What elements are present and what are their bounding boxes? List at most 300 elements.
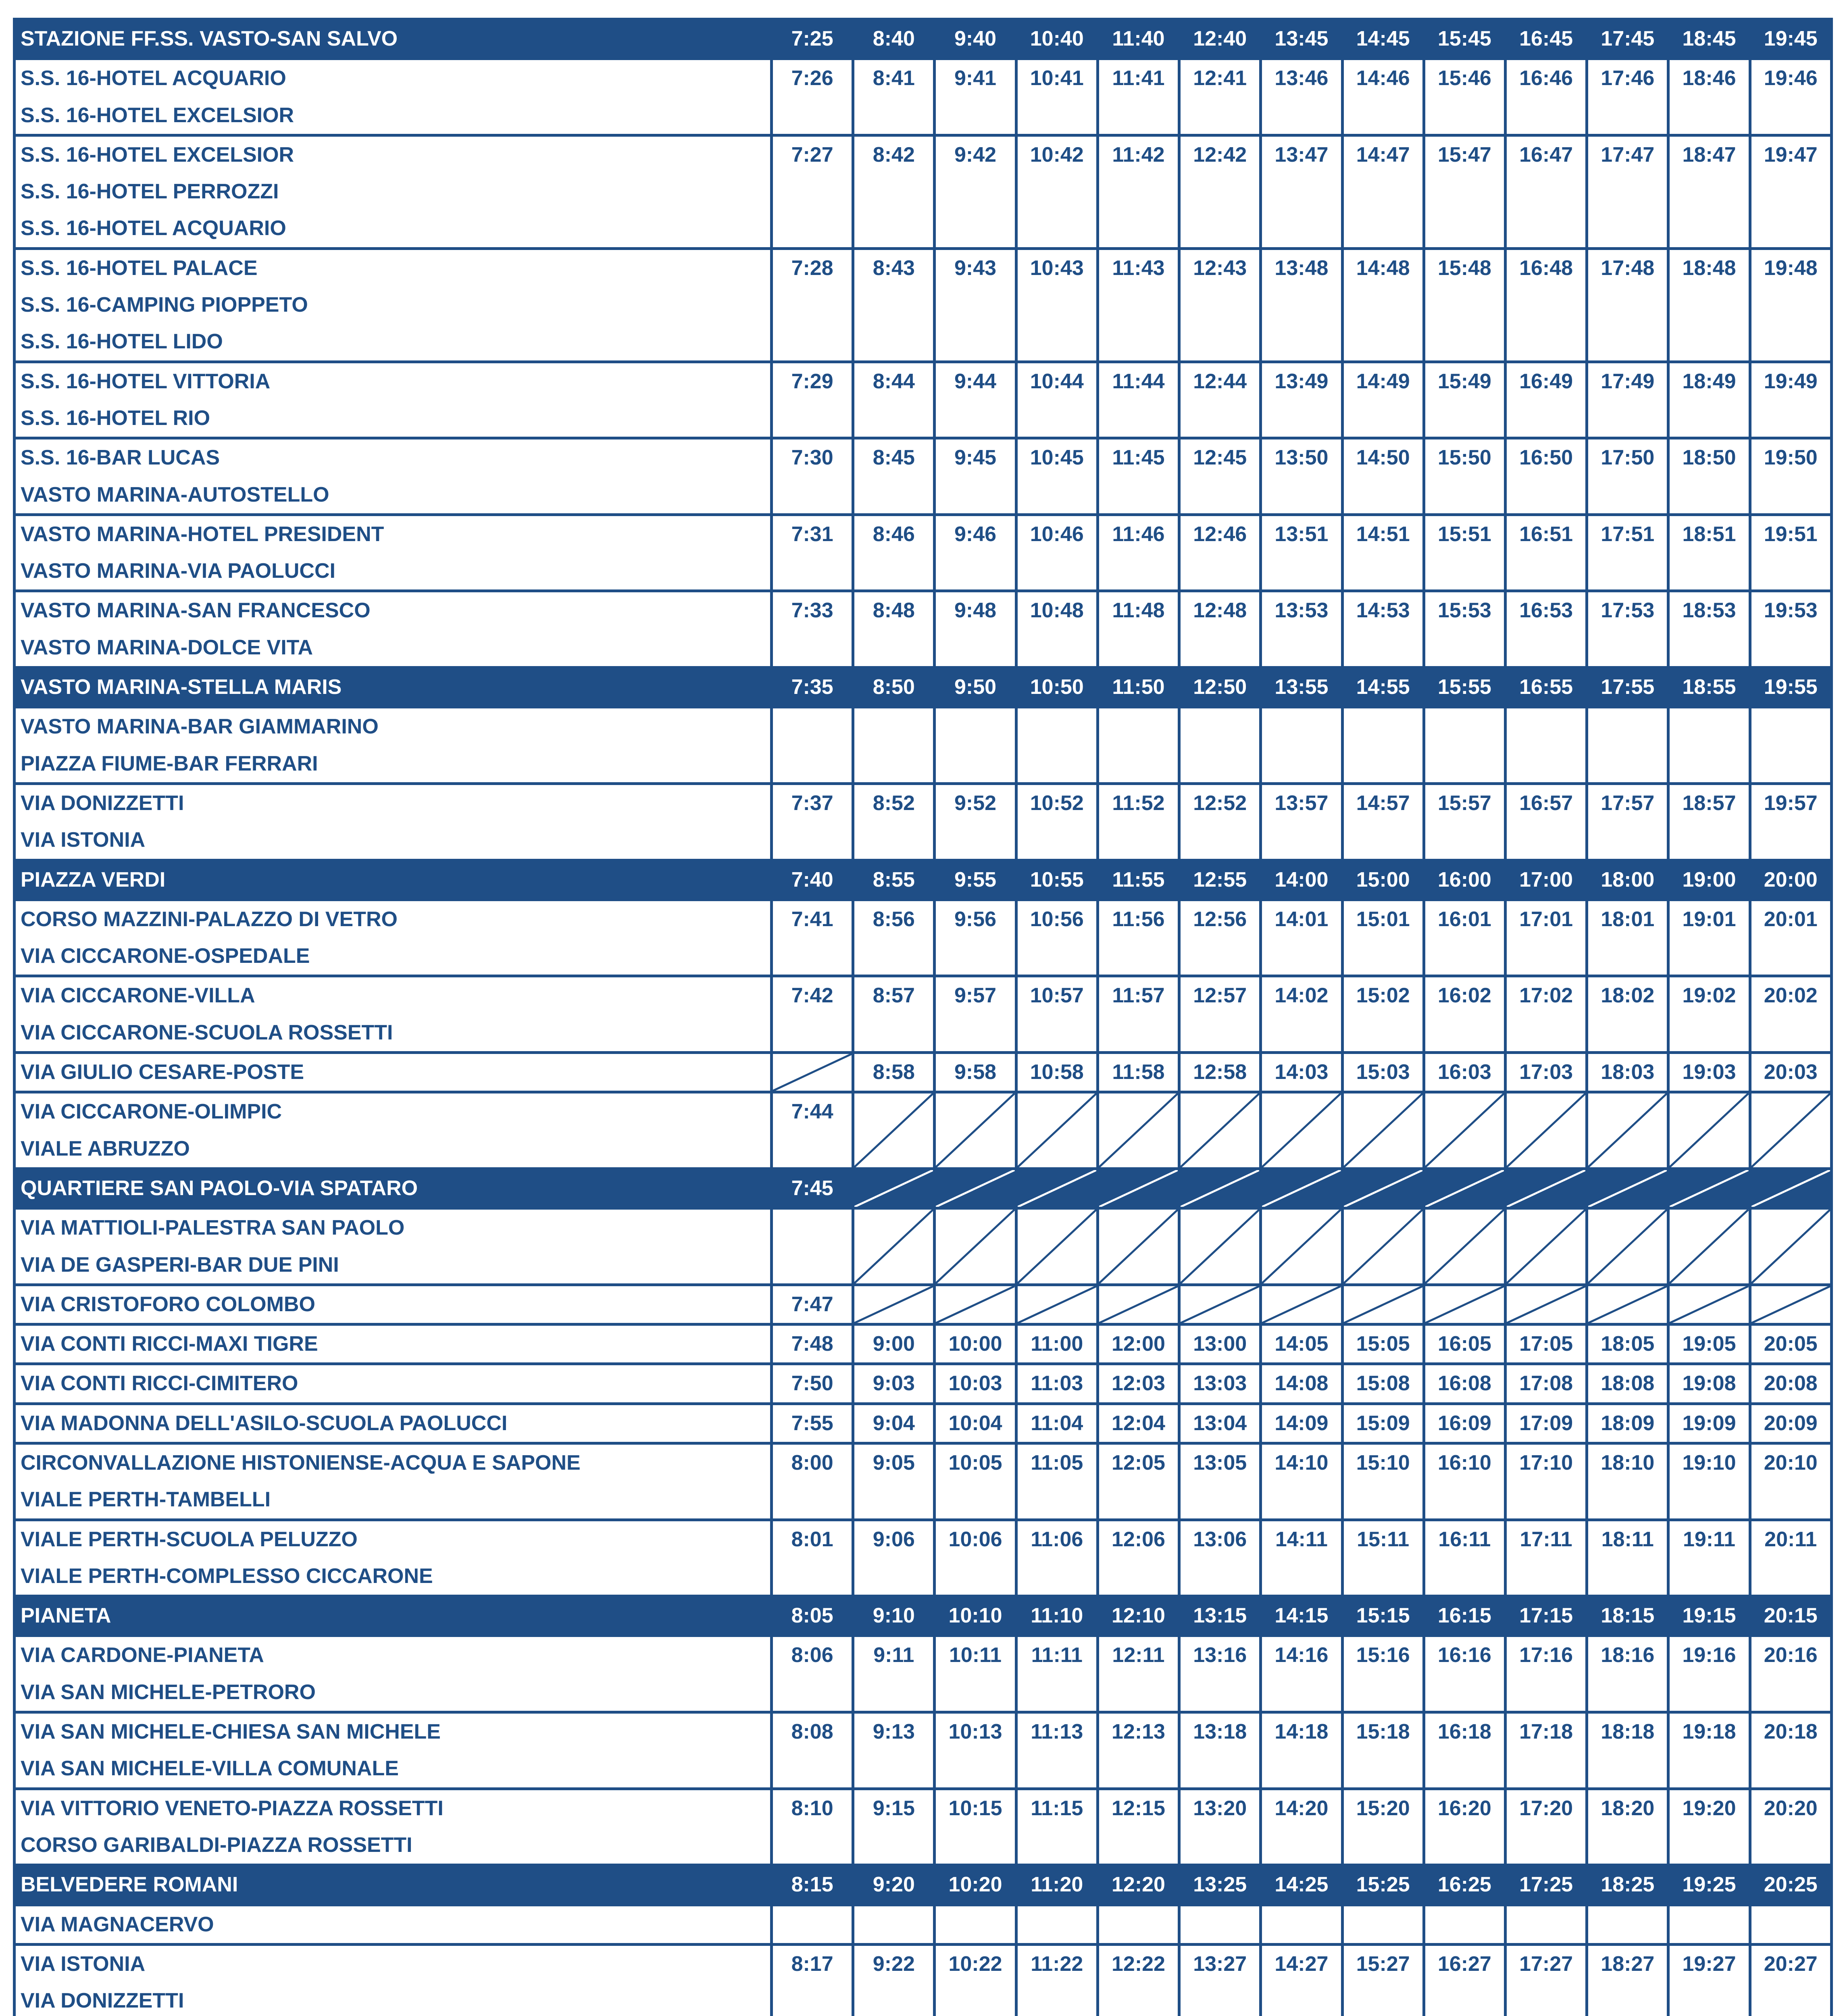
diagonal-slash-icon: [1751, 1093, 1830, 1167]
departure-time-cell: [1424, 1905, 1505, 1944]
stop-name: VIA CICCARONE-SCUOLA ROSSETTI: [21, 1020, 393, 1044]
diagonal-slash-icon: [1751, 1210, 1830, 1283]
no-service-cell: [1587, 1285, 1668, 1324]
departure-time: 8:00: [791, 1451, 833, 1475]
no-service-cell: [1505, 1208, 1587, 1285]
departure-time: 13:27: [1193, 1952, 1247, 1976]
departure-time-cell: [1097, 135, 1179, 248]
departure-time: 18:09: [1601, 1411, 1655, 1435]
departure-time: 9:48: [954, 599, 997, 623]
stop-name: VIA VITTORIO VENETO-PIAZZA ROSSETTI: [21, 1796, 444, 1820]
departure-time-cell: [935, 362, 1016, 438]
timetable-row-main-stop: [15, 1168, 1832, 1208]
departure-time: [936, 708, 1014, 745]
departure-time: 10:48: [1030, 599, 1084, 623]
departure-time-cell: [1424, 1596, 1505, 1636]
departure-time: 20:10: [1764, 1451, 1818, 1475]
departure-time-cell: [1261, 1325, 1342, 1364]
departure-time: 10:42: [1030, 143, 1084, 167]
diagonal-slash-icon: [936, 1210, 1014, 1283]
no-service-cell: [853, 1285, 935, 1324]
departure-time: 9:10: [873, 1604, 915, 1628]
departure-time: 12:04: [1111, 1411, 1165, 1435]
departure-time-cell: [853, 1443, 935, 1520]
departure-time: 10:43: [1030, 256, 1084, 280]
departure-time-cell: [1179, 1636, 1261, 1712]
timetable-row: [15, 1404, 1832, 1443]
stop-name: S.S. 16-CAMPING PIOPPETO: [21, 293, 308, 317]
departure-time-cell: [1342, 1596, 1424, 1636]
departure-time: 20:03: [1764, 1060, 1818, 1084]
departure-time: 14:48: [1356, 256, 1410, 280]
departure-time: 9:46: [954, 522, 997, 546]
departure-time: 14:55: [1356, 675, 1410, 699]
timetable-row-main-stop: [15, 860, 1832, 900]
departure-time: 15:45: [1437, 27, 1491, 50]
timetable-row: [15, 438, 1832, 515]
departure-time-cell: [1750, 1944, 1831, 2016]
departure-time-cell: [772, 1596, 853, 1636]
departure-time-cell: [853, 1325, 935, 1364]
stop-names-cell: [15, 1404, 772, 1443]
departure-time: 14:16: [1274, 1643, 1329, 1667]
departure-time: 11:00: [1031, 1332, 1083, 1356]
departure-time: 17:27: [1519, 1952, 1573, 1976]
departure-time: 20:02: [1764, 984, 1818, 1008]
stop-names-cell: [15, 900, 772, 976]
departure-time: 16:47: [1519, 143, 1573, 167]
departure-time-cell: [1750, 1520, 1831, 1596]
departure-time: 19:15: [1682, 1604, 1736, 1628]
departure-time: 18:05: [1601, 1332, 1655, 1356]
departure-time: 11:45: [1112, 446, 1165, 470]
departure-time: 7:28: [791, 256, 833, 280]
departure-time: 11:46: [1112, 522, 1165, 546]
departure-time: 9:11: [873, 1643, 914, 1667]
departure-time: 14:27: [1274, 1952, 1329, 1976]
stop-name: VIALE PERTH-TAMBELLI: [21, 1488, 271, 1512]
departure-time-cell: [1424, 900, 1505, 976]
departure-time-cell: [1179, 668, 1261, 707]
departure-time: 12:56: [1193, 907, 1247, 931]
no-service-cell: [1424, 1208, 1505, 1285]
departure-time: 17:05: [1519, 1332, 1573, 1356]
departure-time-cell: [1342, 1053, 1424, 1092]
departure-time: 7:45: [791, 1176, 833, 1200]
no-service-cell: [1505, 1092, 1587, 1169]
departure-time: 7:25: [791, 27, 833, 50]
departure-time-cell: [935, 900, 1016, 976]
departure-time: 11:03: [1031, 1372, 1083, 1395]
departure-time-cell: [1097, 248, 1179, 362]
departure-time: 17:46: [1601, 67, 1655, 90]
departure-time: 16:02: [1437, 984, 1491, 1008]
departure-time-cell: [935, 1712, 1016, 1789]
no-service-cell: [1179, 1285, 1261, 1324]
diagonal-slash-icon: [1262, 1170, 1341, 1207]
departure-time: 18:25: [1601, 1873, 1655, 1897]
timetable-row: [15, 900, 1832, 976]
departure-time-cell: [1750, 514, 1831, 591]
departure-time-cell: [1668, 1865, 1750, 1905]
departure-time: 17:00: [1519, 868, 1573, 891]
departure-time: 8:05: [791, 1604, 833, 1628]
departure-time-cell: [1505, 19, 1587, 59]
departure-time-cell: [853, 59, 935, 135]
timetable-row: [15, 1905, 1832, 1944]
departure-time: 8:15: [791, 1873, 833, 1897]
departure-time-cell: [1587, 783, 1668, 860]
timetable-row-main-stop: [15, 1596, 1832, 1636]
stop-name: VIA ISTONIA: [21, 828, 146, 852]
departure-time: 20:15: [1764, 1604, 1818, 1628]
departure-time: 9:56: [954, 907, 997, 931]
departure-time-cell: [1016, 783, 1097, 860]
diagonal-slash-icon: [1588, 1093, 1667, 1167]
departure-time: [854, 1906, 933, 1943]
departure-time-cell: [1587, 668, 1668, 707]
departure-time-cell: [1016, 1364, 1097, 1404]
departure-time: 18:57: [1682, 791, 1736, 815]
departure-time-cell: [1587, 860, 1668, 900]
stop-names-cell: [15, 1596, 772, 1636]
departure-time: 16:46: [1519, 67, 1573, 90]
departure-time-cell: [935, 1404, 1016, 1443]
departure-time: 12:20: [1111, 1873, 1165, 1897]
departure-time: 15:02: [1356, 984, 1410, 1008]
diagonal-slash-icon: [1507, 1210, 1585, 1283]
departure-time-cell: [1750, 19, 1831, 59]
departure-time-cell: [1668, 362, 1750, 438]
departure-time-cell: [935, 1443, 1016, 1520]
stop-names-cell: [15, 1712, 772, 1789]
stop-name: VIA MAGNACERVO: [21, 1912, 214, 1936]
departure-time-cell: [1016, 1865, 1097, 1905]
departure-time: 11:11: [1031, 1643, 1083, 1667]
departure-time: 10:52: [1030, 791, 1084, 815]
stop-name: PIAZZA FIUME-BAR FERRARI: [21, 752, 318, 775]
no-service-cell: [1750, 1168, 1831, 1208]
departure-time-cell: [1179, 514, 1261, 591]
departure-time: 10:22: [948, 1952, 1002, 1976]
departure-time-cell: [935, 1364, 1016, 1404]
departure-time-cell: [1587, 707, 1668, 784]
departure-time-cell: [853, 1636, 935, 1712]
departure-time: 8:08: [791, 1720, 833, 1744]
departure-time-cell: [772, 1789, 853, 1865]
stop-name: VIA SAN MICHELE-VILLA COMUNALE: [21, 1757, 399, 1781]
departure-time: 12:46: [1193, 522, 1247, 546]
departure-time-cell: [1505, 668, 1587, 707]
timetable-row: [15, 59, 1832, 135]
departure-time-cell: [1668, 860, 1750, 900]
departure-time: 16:16: [1437, 1643, 1491, 1667]
departure-time-cell: [1179, 1404, 1261, 1443]
stop-names-cell: [15, 362, 772, 438]
timetable-row: [15, 1364, 1832, 1404]
departure-time-cell: [1016, 59, 1097, 135]
departure-time: 10:45: [1030, 446, 1084, 470]
departure-time-cell: [1587, 1712, 1668, 1789]
departure-time-cell: [1097, 438, 1179, 515]
departure-time-cell: [853, 438, 935, 515]
departure-time-cell: [853, 1905, 935, 1944]
departure-time: 13:57: [1274, 791, 1329, 815]
departure-time: 11:42: [1112, 143, 1165, 167]
departure-time-cell: [1424, 591, 1505, 668]
departure-time: 10:40: [1030, 27, 1084, 50]
departure-time: 17:02: [1519, 984, 1573, 1008]
departure-time: 7:47: [791, 1292, 833, 1316]
no-service-cell: [1750, 1092, 1831, 1169]
departure-time-cell: [853, 860, 935, 900]
departure-time-cell: [772, 860, 853, 900]
departure-time-cell: [1750, 1905, 1831, 1944]
diagonal-slash-icon: [1018, 1210, 1096, 1283]
timetable-row-main-stop: [15, 19, 1832, 59]
departure-time-cell: [1668, 1944, 1750, 2016]
departure-time: 18:53: [1682, 599, 1736, 623]
stop-name: VIA CONTI RICCI-MAXI TIGRE: [21, 1332, 318, 1356]
departure-time-cell: [1179, 591, 1261, 668]
departure-time-cell: [1587, 19, 1668, 59]
diagonal-slash-icon: [1670, 1286, 1748, 1323]
timetable-row: [15, 135, 1832, 248]
departure-time-cell: [935, 1520, 1016, 1596]
departure-time: 18:10: [1601, 1451, 1655, 1475]
departure-time-cell: [1587, 362, 1668, 438]
no-service-cell: [935, 1208, 1016, 1285]
stop-name: VASTO MARINA-AUTOSTELLO: [21, 483, 329, 506]
departure-time-cell: [1016, 860, 1097, 900]
departure-time-cell: [1097, 1596, 1179, 1636]
departure-time-cell: [1587, 1325, 1668, 1364]
departure-time-cell: [772, 1443, 853, 1520]
departure-time-cell: [1179, 860, 1261, 900]
departure-time-cell: [1750, 1053, 1831, 1092]
stop-name: QUARTIERE SAN PAOLO-VIA SPATARO: [21, 1176, 418, 1200]
stop-name: VIA CARDONE-PIANETA: [21, 1643, 264, 1667]
departure-time-cell: [1179, 248, 1261, 362]
departure-time-cell: [1097, 860, 1179, 900]
departure-time-cell: [1750, 591, 1831, 668]
departure-time: 18:02: [1601, 984, 1655, 1008]
departure-time: 7:33: [791, 599, 833, 623]
departure-time-cell: [935, 976, 1016, 1053]
departure-time: 15:25: [1356, 1873, 1410, 1897]
departure-time: 16:50: [1519, 446, 1573, 470]
no-service-cell: [1750, 1285, 1831, 1324]
stop-name: VIA DONIZZETTI: [21, 791, 184, 815]
no-service-cell: [1587, 1168, 1668, 1208]
diagonal-slash-icon: [1425, 1286, 1504, 1323]
departure-time: 11:44: [1112, 369, 1165, 393]
departure-time-cell: [772, 1285, 853, 1324]
departure-time: 9:43: [954, 256, 997, 280]
departure-time-cell: [1097, 1443, 1179, 1520]
no-service-cell: [772, 1053, 853, 1092]
departure-time-cell: [1587, 1865, 1668, 1905]
departure-time: 11:40: [1112, 27, 1165, 50]
departure-time: 11:48: [1112, 599, 1165, 623]
departure-time: 12:42: [1193, 143, 1247, 167]
stop-name: VIA SAN MICHELE-PETRORO: [21, 1680, 316, 1704]
departure-time-cell: [1750, 438, 1831, 515]
stop-name: S.S. 16-HOTEL ACQUARIO: [21, 67, 286, 90]
stop-name: S.S. 16-HOTEL LIDO: [21, 330, 223, 354]
departure-time-cell: [1097, 1636, 1179, 1712]
timetable-row: [15, 783, 1832, 860]
no-service-cell: [1261, 1208, 1342, 1285]
departure-time: 13:05: [1193, 1451, 1247, 1475]
departure-time-cell: [1261, 668, 1342, 707]
no-service-cell: [1750, 1208, 1831, 1285]
departure-time-cell: [935, 1789, 1016, 1865]
departure-time: 17:47: [1601, 143, 1655, 167]
departure-time-cell: [1261, 438, 1342, 515]
departure-time: 16:00: [1437, 868, 1491, 891]
departure-time-cell: [1505, 1596, 1587, 1636]
no-service-cell: [1587, 1208, 1668, 1285]
departure-time: 13:16: [1193, 1643, 1247, 1667]
departure-time-cell: [935, 1636, 1016, 1712]
departure-time-cell: [1424, 707, 1505, 784]
departure-time: 18:48: [1682, 256, 1736, 280]
no-service-cell: [853, 1168, 935, 1208]
departure-time: 17:25: [1519, 1873, 1573, 1897]
departure-time-cell: [1342, 1905, 1424, 1944]
diagonal-slash-icon: [1751, 1286, 1830, 1323]
diagonal-slash-icon: [1425, 1093, 1504, 1167]
departure-time: 16:57: [1519, 791, 1573, 815]
departure-time: [1588, 708, 1667, 745]
departure-time-cell: [1587, 135, 1668, 248]
departure-time: 18:00: [1601, 868, 1655, 891]
stop-name: VIA CICCARONE-OLIMPIC: [21, 1100, 282, 1124]
departure-time: 9:13: [873, 1720, 915, 1744]
departure-time: 17:45: [1601, 27, 1655, 50]
stop-names-cell: [15, 1092, 772, 1169]
departure-time: 18:08: [1601, 1372, 1655, 1395]
diagonal-slash-icon: [854, 1093, 933, 1167]
departure-time-cell: [1342, 1520, 1424, 1596]
departure-time: 14:47: [1356, 143, 1410, 167]
departure-time-cell: [1750, 1443, 1831, 1520]
departure-time: 13:51: [1274, 522, 1329, 546]
departure-time-cell: [1342, 135, 1424, 248]
stop-names-cell: [15, 1944, 772, 2016]
departure-time-cell: [772, 19, 853, 59]
departure-time-cell: [1179, 19, 1261, 59]
stop-names-cell: [15, 1208, 772, 1285]
departure-time-cell: [853, 135, 935, 248]
departure-time-cell: [853, 1789, 935, 1865]
departure-time: 19:00: [1682, 868, 1736, 891]
departure-time: 11:43: [1112, 256, 1165, 280]
departure-time-cell: [1505, 1712, 1587, 1789]
departure-time: 11:20: [1031, 1873, 1083, 1897]
departure-time-cell: [1016, 1905, 1097, 1944]
departure-time-cell: [1587, 976, 1668, 1053]
departure-time: 8:41: [873, 67, 915, 90]
departure-time-cell: [1261, 1636, 1342, 1712]
departure-time-cell: [1179, 135, 1261, 248]
departure-time-cell: [853, 591, 935, 668]
departure-time: 13:06: [1193, 1527, 1247, 1551]
departure-time-cell: [1668, 1712, 1750, 1789]
departure-time: 11:55: [1112, 868, 1165, 891]
departure-time-cell: [1587, 1364, 1668, 1404]
departure-time-cell: [1261, 1443, 1342, 1520]
no-service-cell: [1668, 1208, 1750, 1285]
no-service-cell: [1505, 1168, 1587, 1208]
departure-time: 20:01: [1764, 907, 1818, 931]
departure-time: 9:40: [954, 27, 997, 50]
departure-time: 10:06: [948, 1527, 1002, 1551]
departure-time-cell: [1179, 1325, 1261, 1364]
stop-names-cell: [15, 1443, 772, 1520]
departure-time: 15:20: [1356, 1796, 1410, 1820]
diagonal-slash-icon: [936, 1093, 1014, 1167]
departure-time-cell: [1342, 19, 1424, 59]
departure-time-cell: [1505, 707, 1587, 784]
stop-name: CORSO GARIBALDI-PIAZZA ROSSETTI: [21, 1833, 412, 1857]
departure-time: 10:57: [1030, 984, 1084, 1008]
departure-time: 17:16: [1519, 1643, 1573, 1667]
departure-time: 17:51: [1601, 522, 1655, 546]
departure-time-cell: [1750, 900, 1831, 976]
departure-time-cell: [1016, 135, 1097, 248]
departure-time-cell: [1668, 668, 1750, 707]
departure-time: 12:13: [1111, 1720, 1165, 1744]
departure-time: 17:50: [1601, 446, 1655, 470]
departure-time-cell: [1424, 1325, 1505, 1364]
departure-time: 13:20: [1193, 1796, 1247, 1820]
departure-time-cell: [1668, 976, 1750, 1053]
departure-time-cell: [1668, 1364, 1750, 1404]
departure-time-cell: [1261, 860, 1342, 900]
departure-time-cell: [1505, 1789, 1587, 1865]
departure-time-cell: [1016, 1636, 1097, 1712]
stop-name: VIALE PERTH-SCUOLA PELUZZO: [21, 1527, 358, 1551]
departure-time-cell: [1505, 1325, 1587, 1364]
stop-names-cell: [15, 1168, 772, 1208]
stop-name: VIA SAN MICHELE-CHIESA SAN MICHELE: [21, 1720, 441, 1744]
departure-time: 18:15: [1601, 1604, 1655, 1628]
departure-time: 16:51: [1519, 522, 1573, 546]
departure-time-cell: [772, 900, 853, 976]
departure-time: 9:52: [954, 791, 997, 815]
departure-time-cell: [1505, 514, 1587, 591]
departure-time-cell: [1750, 1789, 1831, 1865]
departure-time: 20:00: [1764, 868, 1818, 891]
departure-time: 15:48: [1437, 256, 1491, 280]
departure-time-cell: [1505, 1404, 1587, 1443]
departure-time-cell: [1097, 976, 1179, 1053]
departure-time: [1018, 1906, 1096, 1943]
stop-names-cell: [15, 860, 772, 900]
departure-time-cell: [1668, 1789, 1750, 1865]
departure-time-cell: [1424, 1944, 1505, 2016]
departure-time: 16:11: [1438, 1527, 1491, 1551]
departure-time: 10:04: [948, 1411, 1002, 1435]
departure-time-cell: [1179, 1789, 1261, 1865]
departure-time-cell: [1505, 1944, 1587, 2016]
timetable-row-main-stop: [15, 668, 1832, 707]
departure-time: 14:20: [1274, 1796, 1329, 1820]
stop-name: VIALE PERTH-COMPLESSO CICCARONE: [21, 1564, 433, 1588]
departure-time: 18:55: [1682, 675, 1736, 699]
